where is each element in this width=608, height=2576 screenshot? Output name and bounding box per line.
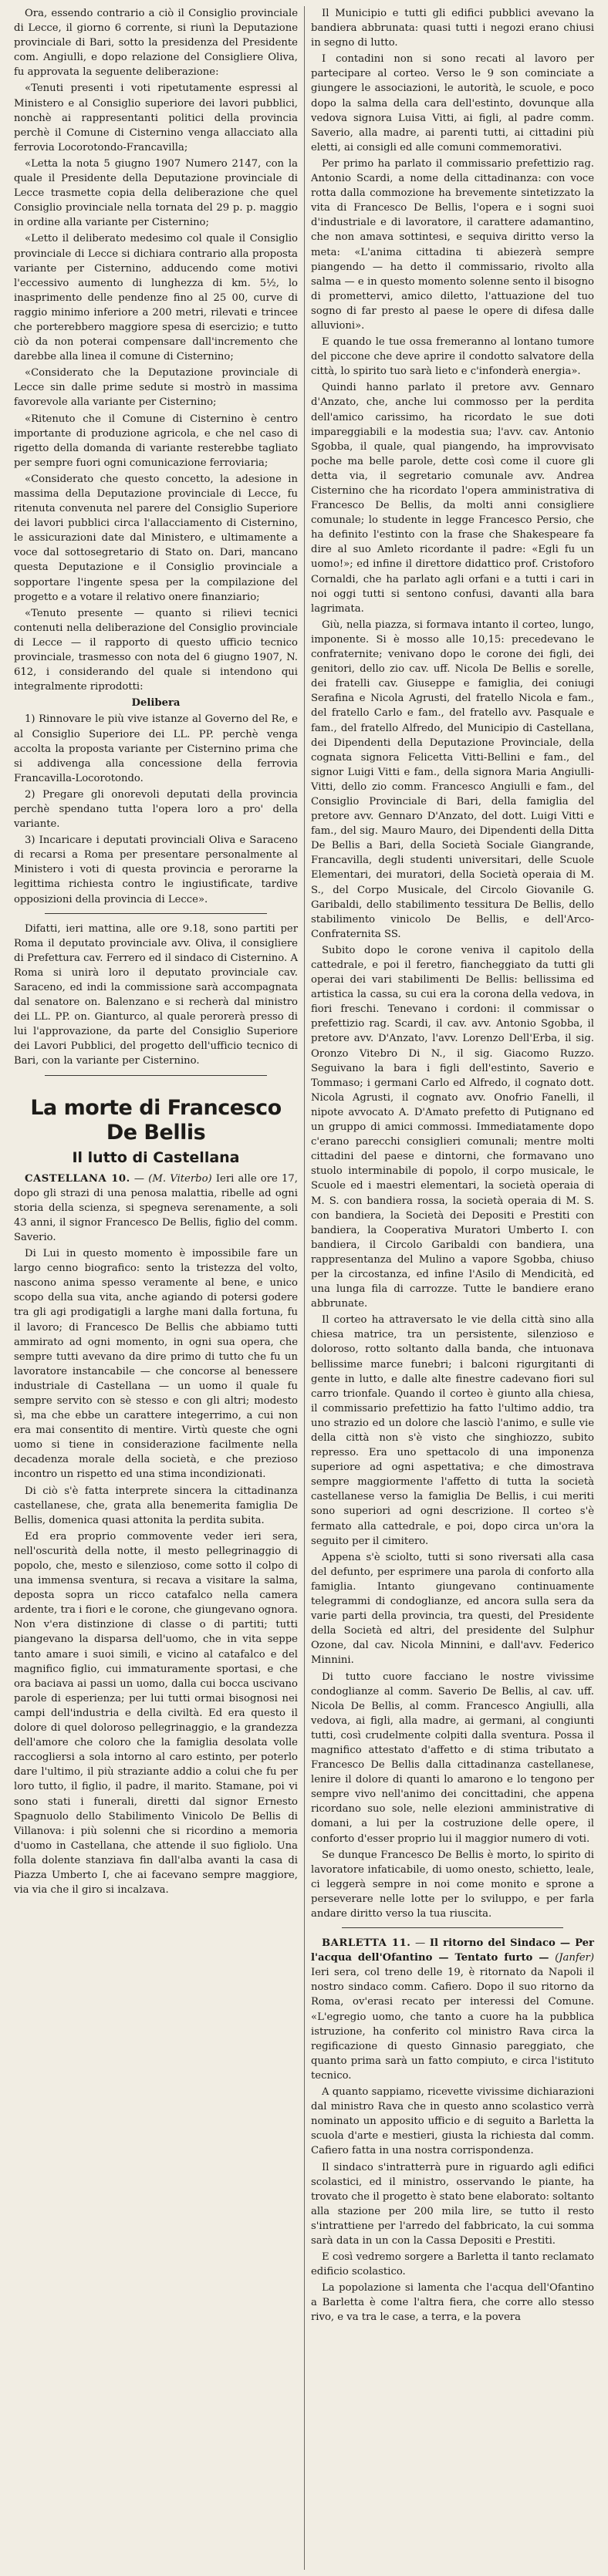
- barletta-lead: BARLETTA 11. — Il ritorno del Sindaco — Per l'acqua dell'Ofantino — Tentato furto — (Janfer) Ieri sera, col treno delle 19, è ritornato da Napoli il nostro sindaco comm. Cafiero. Dopo il suo ritorno da Roma, ov'erasi recato per interessi del Comune. «L'egregio uomo, che tanto a cuore ha la pubblica istruzione, ha conferito col ministro Rava circa la regificazione di questo Ginnasio pareggiato, che quanto prima sarà un fatto compiuto, e circa l'istituto tecnico.: [311, 1937, 594, 2082]
- paragraph: Il corteo ha attraversato le vie della città sino alla chiesa matrice, tra un persistente, silenzioso e doloroso, rotto soltanto dalla banda, che intuonava bellissime marce funebri; i balconi rigurgitanti di gente in lutto, e dalle alte finestre cadevano fiori sul carro trionfale. Quando il corteo è giunto alla chiesa, il commissario prefettizio ha fatto l'ultimo addio, tra uno strazio ed un dolore che lasciò l'animo, e sulle vie della città non s'è visto che singhiozzo, subito represso. Era uno spettacolo di una imponenza superiore ad ogni aspettativa; e che dimostrava sempre maggiormente l'affetto di tutta la società castellanese verso la famiglia De Bellis, i cui meriti sono superiori ad ogni descrizione. Il corteo s'è fermato alla cattedrale, e poi, dopo circa un'ora la seguito per il cimitero.: [311, 1314, 594, 1547]
- paragraph: Ora, essendo contrario a ciò il Consiglio provinciale di Lecce, il giorno 6 corrente, si riunì la Deputazione provinciale di Bari, sotto la presidenza del Presidente com. Angiulli, e dopo relazione del Consigliere Oliva, fu approvata la seguente deliberazione:: [14, 8, 298, 79]
- headline: La morte di Francesco De Bellis: [30, 1095, 282, 1145]
- paragraph: I contadini non si sono recati al lavoro per partecipare al corteo. Verso le 9 son cominciate a giungere le associazioni, le autorità, le scuole, e poco dopo la salma della cara dell'estinto, dovunque alla vedova signora Luisa Vitti, ai figli, al padre comm. Saverio, alla madre, ai parenti tutti, ai cittadini più eletti, ai consigli ed alle comuni commemorativi.: [311, 53, 594, 153]
- paragraph: Subito dopo le corone veniva il capitolo della cattedrale, e poi il feretro, fiancheggiato da tutti gli operai dei vari stabilimenti De Bellis: bellissima ed artistica la cassa, su cui era la corona della vedova, in fiori freschi. Tenevano i cordoni: il commissar o prefettizio rag. Scardi, il cav. avv. Antonio Sgobba, il pretore avv. D'Anzato, l'avv. Lorenzo Dell'Erba, il sig. Oronzo Vitebro Di N., il sig. Giacomo Ruzzo. Seguivano la bara i figli dell'estinto, Saverio e Tommaso; i germani Carlo ed Alfredo, il cognato dott. Nicola Agrusti, il cognato avv. Onofrio Fanelli, il nipote avvocato A. D'Amato prefetto di Putignano ed un gruppo di amici commossi. Immediatamente dopo c'erano parecchi consiglieri comunali; mentre molti cittadini del paese e dintorni, che formavano uno stuolo interminabile di popolo, il corpo musicale, le Scuole ed i maestri elementari, la società operaia di M. S. con bandiera rossa, la società operaia di M. S. con bandiera, la Società dei Depositi e Prestiti con bandiera, la Cooperativa Muratori Umberto I. con bandiera, il Circolo Garibaldi con bandiera, una rappresentanza del Mulino a vapore Sgobba, chiuso per la circostanza, ed infine l'Asilo di Mendicità, ed una lunga fila di carrozze. Tutte le bandiere erano abbrunate.: [311, 944, 594, 1310]
- delibera-item: 3) Incaricare i deputati provinciali Oliva e Saraceno di recarsi a Roma per presentare personalmente al Ministero i voti di questa provincia e perorarne la legittima richiesta contro le ingiustificate, tardive opposizioni della provincia di Lecce».: [14, 835, 298, 905]
- paragraph: «Letto il deliberato medesimo col quale il Consiglio provinciale di Lecce si dichiara contrario alla proposta variante per Cisternino, adducendo come motivi l'eccessivo aumento di lunghezza di km. 5½, lo inasprimento delle pendenze fino al 25 00, curve di raggio minimo inferiore a 200 metri, rilevati e trincee che porterebbero maggiore spesa di esercizio; e tutto ciò da non poterai compensare dall'incremento che darebbe alla linea il comune di Cisternino;: [14, 233, 298, 363]
- right-column: [304, 6, 600, 2570]
- delibera-item: 1) Rinnovare le più vive istanze al Governo del Re, e al Consiglio Superiore dei LL. PP. perchè venga accolta la proposta variante per Cisternino prima che si addivenga alla concessione della ferrovia Francavilla-Locorotondo.: [14, 713, 298, 784]
- delibera-item: 2) Pregare gli onorevoli deputati della provincia perchè spendano tutta l'opera loro a pro' della variante.: [14, 788, 298, 831]
- subheadline: Il lutto di Castellana: [72, 1148, 240, 1166]
- paragraph: Per primo ha parlato il commissario prefettizio rag. Antonio Scardi, a nome della cittadinanza: con voce rotta dalla commozione ha brevemente sintetizzato la vita di Francesco De Bellis, l'opera e i sogni suoi d'industriale e di lavoratore, il carattere adamantino, che non amava sottintesi, e sequiva diritto verso la meta: «L'anima cittadina ti abiezerà sempre piangendo — ha detto il commissario, rivolto alla salma — e in questo momento solenne sento il bisogno di promettervi, amico diletto, l'attuazione del tuo sogno di far presto al paese le opere di difesa dalle alluvioni».: [311, 157, 594, 332]
- paragraph: Il Municipio e tutti gli edifici pubblici avevano la bandiera abbrunata: quasi tutti i negozi erano chiusi in segno di lutto.: [311, 8, 594, 49]
- left-column: [8, 6, 304, 2570]
- barletta-byline: (Janfer): [555, 1952, 594, 1964]
- section-rule-2: [342, 1927, 563, 1928]
- cisternino-article: [14, 6, 298, 694]
- commission-paragraph: [14, 922, 298, 1069]
- section-rule: [45, 1075, 267, 1076]
- paragraph: «Letta la nota 5 giugno 1907 Numero 2147, con la quale il Presidente della Deputazione provinciale di Lecce trasmette copia della deliberazione che quel Consiglio provinciale nella tornata del 29 p. p. maggio in ordine alla variante per Cisternino;: [14, 157, 298, 229]
- delibera-label: Delibera: [131, 697, 181, 710]
- byline: (M. Viterbo): [148, 1172, 212, 1185]
- lead-text: Ieri alle ore 17, dopo gli strazi di una penosa malattia, ribelle ad ogni storia della scienza, si spegneva serenamente, a soli 43 anni, il signor Francesco De Bellis, figlio del comm. Saverio.: [14, 1172, 298, 1243]
- paragraph: «Tenuto presente — quanto si rilievi tecnici contenuti nella deliberazione del Consiglio provinciale di Lecce — il rapporto di questo ufficio tecnico provinciale, trasmesso con nota del 6 giugno 1907, N. 612, i considerando del quale si intendono qui integralmente riprodotti:: [14, 607, 298, 693]
- paragraph: Quindi hanno parlato il pretore avv. Gennaro d'Anzato, che, anche lui commosso per la perdita dell'amico carissimo, ha ricordato le sue doti impareggiabili e la modestia sua; l'avv. cav. Antonio Sgobba, il quale, qual piangendo, ha improvvisato poche ma belle parole, dette così come il cuore gli detta via, il segretario comunale avv. Andrea Cisternino che ha ricordato l'opera amministrativa di Francesco De Bellis, da molti anni consigliere comunale; lo studente in legge Francesco Persio, che ha definito l'estinto con la frase che Shakespeare fa dire al suo Amleto ricordante il padre: «Egli fu un uomo!»; ed infine il direttore didattico prof. Cristoforo Cornaldi, che ha parlato agli orfani e a tutti i cari in noi oggi tutti si sentono confusi, davanti alla bara lagrimata.: [311, 382, 594, 615]
- paragraph: Il sindaco s'intratterrà pure in riguardo agli edifici scolastici, ed il ministro, osservando le piante, ha trovato che il progetto è stato bene elaborato: soltanto alla stazione per 200 mila lire, se tutto il resto s'intrattiene per l'arredo del fabbricato, la cui somma sarà data in un con la Cassa Depositi e Prestiti.: [311, 2161, 594, 2247]
- barletta-dateline: BARLETTA 11.: [322, 1937, 411, 1950]
- paragraph: Difatti, ieri mattina, alle ore 9.18, sono partiti per Roma il deputato provinciale avv. Oliva, il consigliere di Prefettura cav. Ferrero ed il sindaco di Cisternino. A Roma si unirà loro il deputato provinciale cav. Saraceno, ed indi la commissione sarà accompagnata dal senatore on. Balenzano e si recherà dal ministro dei LL. PP. on. Gianturco, al quale perorerà presso di lui l'approvazione, da parte del Consiglio Superiore dei Lavori Pubblici, del progetto dell'ufficio tecnico di Bari, con la variante per Cisternino.: [14, 922, 298, 1067]
- paragraph: Appena s'è sciolto, tutti si sono riversati alla casa del defunto, per esprimere una parola di conforto alla famiglia. Intanto giungevano continuamente telegrammi di condoglianze, ed ancora sulla sera da varie parti della provincia, tra questi, del Presidente della Società ed altri, del presidente del Sulphur Ozone, dal cav. Nicola Minnini, e dall'avv. Federico Minnini.: [311, 1551, 594, 1667]
- short-rule: [45, 913, 267, 914]
- paragraph: Di ciò s'è fatta interprete sincera la cittadinanza castellanese, che, grata alla benemerita famiglia De Bellis, domenica quasi attonita la perdita subita.: [14, 1485, 298, 1526]
- funeral-article: [311, 6, 594, 1921]
- paragraph: E così vedremo sorgere a Barletta il tanto reclamato edificio scolastico.: [311, 2251, 594, 2278]
- paragraph: Ed era proprio commovente veder ieri sera, nell'oscurità della notte, il mesto pellegrinaggio di popolo, che, mesto e silenzioso, come sotto il colpo di una immensa sventura, si recava a visitare la salma, deposta sopra un ricco catafalco nella camera ardente, tra i fiori e le corone, che giungevano ognora. Non v'era distinzione di classe o di partiti; tutti piangevano la disparsa dell'uomo, che in vita seppe tanto amare i suoi simili, e vicino al catafalco e del magnifico figlio, cui immaturamente sportasi, e che ora baciava ai passi un uomo, dalla cui bocca uscivano parole di esperienza; per lui tutti ormai bisognosi nei campi dell'industria e della civiltà. Ed era questo il dolore di quel doloroso pellegrinaggio, e la grandezza dell'amore che coloro che la famiglia desolata volle raccogliersi a sola intorno al caro estinto, per poterlo dare l'ultimo, il più straziante addio a colui che fu per loro tutto, il figlio, il padre, il marito. Stamane, poi vi sono stati i funerali, diretti dal signor Ernesto Spagnuolo dello Stabilimento Vinicolo De Bellis di Villanova: i più solenni che si ricordino a memoria d'uomo in Castellana, che attende il suo figliolo. Una folla dolente stanziava fin dall'alba avanti la casa di Piazza Umberto I, che ai facevano sempre maggiore, via via che il giro si incalzava.: [14, 1530, 298, 1897]
- paragraph: La popolazione si lamenta che l'acqua dell'Ofantino a Barletta è come l'altra fiera, che corre allo stesso rivo, e va tra le case, a terra, e la povera: [311, 2282, 594, 2324]
- paragraph: «Tenuti presenti i voti ripetutamente espressi al Ministero e al Consiglio superiore dei lavori pubblici, nonchè ai rappresentanti politici della provincia perchè il Comune di Cisternino venga allacciato alla ferrovia Locorotondo-Francavilla;: [14, 83, 298, 153]
- delibera-list: [14, 712, 298, 906]
- de-bellis-article: [14, 1246, 298, 1897]
- paragraph: Se dunque Francesco De Bellis è morto, lo spirito di lavoratore infaticabile, di uomo onesto, schietto, leale, ci leggerà sempre in noi come monito e sprone a perseverare nelle lotte per lo sviluppo, e per farla andare diritto verso la tua riuscita.: [311, 1849, 594, 1920]
- paragraph: Di Lui in questo momento è impossibile fare un largo cenno biografico: sento la tristezza del volto, nascono anima spesso veramente al bene, e unico scopo della sua vita, anche agiando di potersi godere tra gli agi prodigatigli a larghe mani dalla fortuna, fu il lavoro; di Francesco De Bellis che abbiamo tutti ammirato ad ogni momento, in ogni sua opera, che sempre tutti avevano da dire primo di tutto che fu un lavoratore instancabile — che concorse al benessere industriale di Castellana — un uomo il quale fu sempre servito con sè stesso e con gli altri; modesto sì, ma che ebbe un carattere integerrimo, a cui non era mai consentito di mentire. Virtù queste che ogni uomo si tiene in considerazione facilmente nella decadenza morale della società, e che prezioso incontro un rispetto ed una stima incondizionati.: [14, 1248, 298, 1481]
- paragraph: Giù, nella piazza, si formava intanto il corteo, lungo, imponente. Si è mosso alle 10,15: precedevano le confraternite; venivano dopo le corone dei figli, dei genitori, dello zio cav. uff. Nicola De Bellis e sorelle, dei fratelli cav. Giuseppe e famiglia, dei coniugi Serafina e Nicola Agrusti, del fratello Nicola e fam., del fratello Carlo e fam., del fratello avv. Pasquale e fam., del fratello Alfredo, del Municipio di Castellana, dei Dipendenti della Deputazione Provinciale, della cognata signora Felicetta Vitti-Bellini e fam., del signor Luigi Vitti e fam., della signora Maria Angiulli-Vitti, dello zio comm. Francesco Angiulli e fam., del Consiglio Provinciale di Bari, della famiglia del pretore avv. Gennaro D'Anzato, del dott. Luigi Vitti e fam., del sig. Mauro Mauro, dei Dipendenti della Ditta De Bellis a Bari, della Società Sociale Giangrande, Francavilla, degli studenti universitari, delle Scuole Elementari, dei muratori, della Società operaia di M. S., del Corpo Musicale, del Circolo Giovanile G. Garibaldi, dello stabilimento tessitura De Bellis, dello stabilimento vinicolo De Bellis, e dell'Arco-Confraternita SS.: [311, 619, 594, 940]
- paragraph: «Ritenuto che il Comune di Cisternino è centro importante di produzione agricola, e che nel caso di rigetto della domanda di variante resterebbe tagliato per sempre fuori ogni comunicazione ferroviaria;: [14, 413, 298, 469]
- barletta-title: Il ritorno del Sindaco — Per l'acqua dell'Ofantino — Tentato furto —: [311, 1937, 594, 1964]
- paragraph: Di tutto cuore facciano le nostre vivissime condoglianze al comm. Saverio De Bellis, al cav. uff. Nicola De Bellis, al comm. Francesco Angiulli, alla vedova, ai figli, alla madre, ai germani, al congiunti tutti, così crudelmente colpiti dalla sventura. Possa il magnifico attestato d'affetto e di stima tributato a Francesco De Bellis dalla cittadinanza castellanese, lenire il dolore di quanti lo amarono e lo tengono per sempre vivo nell'animo dei concittadini, che appena ricordano suo sole, nelle elezioni amministrative di domani, a lui per la costruzione delle opere, il conforto d'esser proprio lui il maggior numero di voti.: [311, 1671, 594, 1845]
- paragraph: «Considerato che questo concetto, la adesione in massima della Deputazione provinciale di Lecce, fu ritenuta convenuta nel parere del Consiglio Superiore dei lavori pubblici circa l'allacciamento di Cisternino, le assicurazioni date dal Ministero, e ultimamente a voce dal sottosegretario di Stato on. Dari, mancano questa Deputazione e il Consiglio provinciale a sopportare l'ingente spesa per la compilazione del progetto e a votare il relativo onere finanziario;: [14, 473, 298, 603]
- paragraph: E quando le tue ossa fremeranno al lontano tumore del piccone che deve aprire il condotto salvatore della città, lo spirito tuo sarà lieto e c'infonderà energia».: [311, 336, 594, 378]
- barletta-article: [311, 2085, 594, 2325]
- paragraph: «Considerato che la Deputazione provinciale di Lecce sin dalle prime sedute si mostrò in massima favorevole alla variante per Cisternino;: [14, 367, 298, 409]
- paragraph: A quanto sappiamo, ricevette vivissime dichiarazioni dal ministro Rava che in questo anno scolastico verrà nominato un apposito ufficio e di seguito a Barletta la scuola d'arte e mestieri, giusta la richiesta dal comm. Cafiero fatta in una nostra corrispondenza.: [311, 2086, 594, 2157]
- barletta-text: Ieri sera, col treno delle 19, è ritornato da Napoli il nostro sindaco comm. Cafiero. Dopo il suo ritorno da Roma, ov'erasi recato per interessi del Comune. «L'egregio uomo, che tanto a cuore ha la pubblica istruzione, ha conferito col ministro Rava circa la regificazione di questo Ginnasio pareggiato, che quanto prima sarà un fatto compiuto, e circa l'istituto tecnico.: [311, 1967, 594, 2082]
- dateline: CASTELLANA 10.: [25, 1172, 130, 1185]
- article-lead: CASTELLANA 10. — (M. Viterbo) Ieri alle ore 17, dopo gli strazi di una penosa malattia, ribelle ad ogni storia della scienza, si spegneva serenamente, a soli 43 anni, il signor Francesco De Bellis, figlio del comm. Saverio.: [14, 1172, 298, 1243]
